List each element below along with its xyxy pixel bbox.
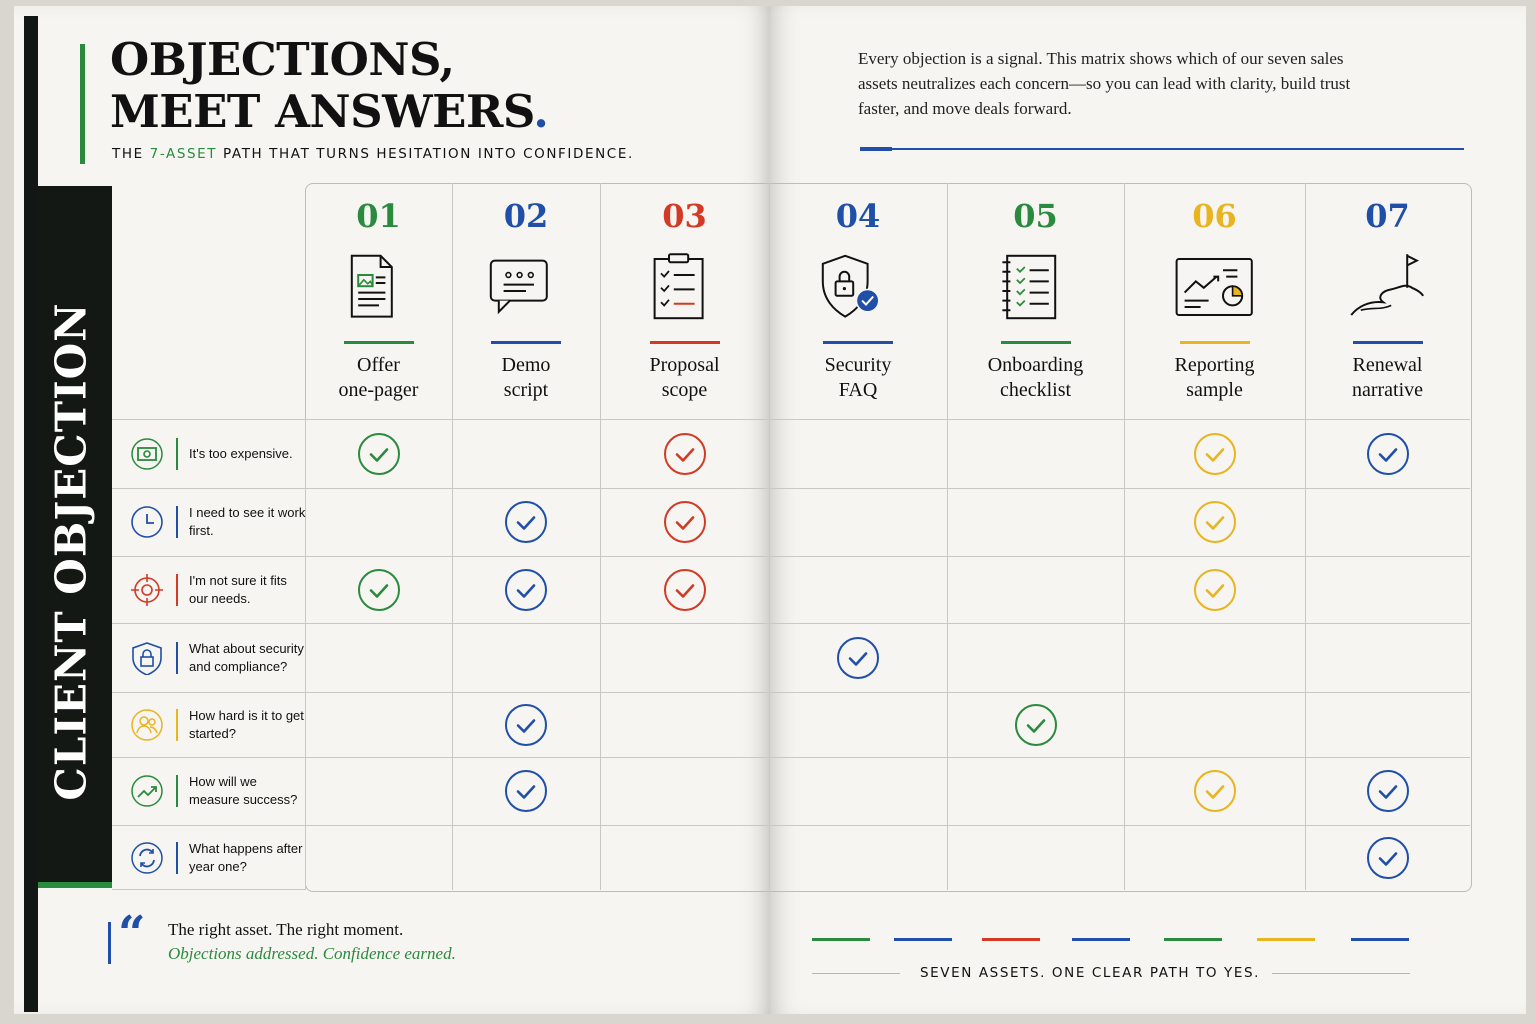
refresh-icon [130, 841, 164, 875]
legend-bar-07 [1351, 938, 1409, 941]
page-title [110, 34, 548, 138]
asset-underline [344, 341, 414, 344]
legend-bar-02 [894, 938, 952, 941]
subtitle-highlight: 7-ASSET [149, 146, 218, 162]
intro-text: Every objection is a signal. This matrix shows which of our seven sales assets neutralizes each concern—so you can lead with clarity, build trust faster, and move deals forward. [858, 49, 1351, 118]
quote-line-1: The right asset. The right moment. [168, 920, 404, 939]
check-icon [504, 568, 548, 612]
document-icon [339, 243, 419, 331]
objection-separator [176, 842, 178, 874]
asset-label-line-2: one-pager [338, 379, 419, 401]
chat-bubble-icon [486, 243, 566, 331]
check-icon [663, 432, 707, 476]
title-accent-bar [80, 44, 85, 164]
asset-label-line-1: Demo [501, 354, 551, 376]
clipboard-icon [645, 243, 725, 331]
objection-separator [176, 775, 178, 807]
asset-label [309, 353, 449, 403]
check-icon [1014, 703, 1058, 747]
check-icon [836, 636, 880, 680]
legend-bar-04 [1072, 938, 1130, 941]
row-divider [112, 757, 1470, 758]
asset-label-line-1: Proposal [649, 354, 720, 376]
objection-text: What happens after year one? [189, 840, 303, 874]
objection-text: I need to see it work first. [189, 505, 306, 538]
asset-label-line-1: Reporting [1174, 354, 1255, 376]
asset-label-line-2: narrative [1351, 379, 1424, 401]
checklist-icon [996, 243, 1076, 331]
objection-text: What about security and compliance? [189, 640, 304, 674]
asset-header-04[interactable] [788, 183, 928, 419]
check-icon [1193, 432, 1237, 476]
row-divider [112, 488, 1470, 489]
legend-bar-05 [1164, 938, 1222, 941]
legend-bar-03 [982, 938, 1040, 941]
check-icon [504, 769, 548, 813]
column-divider [1305, 183, 1306, 890]
asset-number: 02 [503, 197, 549, 235]
subtitle-pre: THE [112, 146, 150, 162]
side-label: CLIENT OBJECTION [46, 302, 96, 801]
objection-text: How hard is it to get started? [189, 707, 304, 741]
dashboard-icon [1175, 243, 1255, 331]
intro-rule [860, 148, 1464, 150]
check-icon [1193, 500, 1237, 544]
check-icon [1366, 836, 1410, 880]
shield-lock-icon [818, 243, 898, 331]
column-divider [947, 183, 948, 890]
mountain-flag-icon [1348, 243, 1428, 331]
row-divider [112, 623, 1470, 624]
column-divider [600, 183, 601, 890]
check-icon [1366, 432, 1410, 476]
asset-underline [1353, 341, 1423, 344]
check-icon [504, 703, 548, 747]
clock-icon [130, 505, 164, 539]
asset-underline [1001, 341, 1071, 344]
lock-shield-icon [130, 641, 164, 675]
asset-label-line-2: FAQ [838, 379, 878, 401]
matrix-bottom-line [112, 889, 306, 890]
objection-separator [176, 709, 178, 741]
asset-label-line-1: Security [824, 354, 892, 376]
page-subtitle [112, 146, 634, 162]
asset-label-line-1: Offer [357, 354, 400, 376]
asset-label [788, 353, 928, 403]
intro-rule-accent [860, 147, 892, 151]
asset-label-line-2: sample [1186, 379, 1243, 401]
asset-number: 05 [1013, 197, 1058, 235]
row-divider [112, 692, 1470, 693]
asset-number: 06 [1192, 197, 1237, 235]
check-icon [1193, 568, 1237, 612]
asset-header-03[interactable] [615, 183, 755, 419]
objection-text: It's too expensive. [189, 445, 293, 461]
target-icon [130, 573, 164, 607]
quote-bar [108, 922, 111, 964]
objection-separator [176, 506, 178, 538]
title-line-2-text: MEET ANSWERS [110, 85, 534, 138]
asset-number: 07 [1365, 197, 1410, 235]
footer-rule-right [1272, 973, 1410, 974]
asset-number: 03 [662, 197, 707, 235]
asset-label-line-2: scope [661, 379, 708, 401]
column-divider [452, 183, 453, 890]
objection-matrix [112, 183, 1470, 890]
asset-underline [491, 341, 561, 344]
asset-label [615, 353, 755, 403]
asset-underline [1180, 341, 1250, 344]
objection-text: I'm not sure it fits our needs. [189, 572, 287, 606]
title-line-1: OBJECTIONS, [110, 33, 455, 86]
row-divider [112, 825, 1470, 826]
check-icon [1193, 769, 1237, 813]
asset-number: 01 [356, 197, 401, 235]
side-panel-accent [38, 882, 112, 888]
column-divider [769, 183, 770, 890]
asset-label [456, 353, 596, 403]
footer-tagline: SEVEN ASSETS. ONE CLEAR PATH TO YES. [919, 965, 1261, 981]
asset-number: 04 [835, 197, 881, 235]
check-icon [504, 500, 548, 544]
money-icon [130, 437, 164, 471]
row-divider [112, 556, 1470, 557]
legend-bar-06 [1257, 938, 1315, 941]
asset-header-06[interactable] [1145, 183, 1285, 419]
check-icon [357, 568, 401, 612]
asset-label-line-1: Onboarding [987, 354, 1084, 376]
footer-rule-left [812, 973, 900, 974]
objection-separator [176, 438, 178, 470]
objection-separator [176, 574, 178, 606]
asset-header-02[interactable] [456, 183, 596, 419]
trend-icon [130, 774, 164, 808]
asset-label-line-2: script [503, 379, 549, 401]
legend-bar-01 [812, 938, 870, 941]
title-line-2 [110, 86, 548, 138]
subtitle-post: PATH THAT TURNS HESITATION INTO CONFIDENCE. [217, 146, 634, 162]
asset-underline [823, 341, 893, 344]
row-divider [112, 419, 1470, 420]
quote-mark-icon: “ [118, 906, 146, 962]
asset-label [1145, 353, 1285, 403]
asset-label [1318, 353, 1458, 403]
objection-text: How will we measure success? [189, 774, 298, 807]
people-icon [130, 708, 164, 742]
check-icon [357, 432, 401, 476]
check-icon [663, 500, 707, 544]
quote-line-2: Objections addressed. Confidence earned. [168, 944, 456, 963]
objection-separator [176, 642, 178, 674]
asset-label [966, 353, 1106, 403]
asset-header-05[interactable] [966, 183, 1106, 419]
spine-strip [24, 16, 38, 1012]
asset-label-line-2: checklist [999, 379, 1072, 401]
check-icon [663, 568, 707, 612]
asset-underline [650, 341, 720, 344]
title-dot: . [533, 85, 549, 138]
asset-header-07[interactable] [1318, 183, 1458, 419]
check-icon [1366, 769, 1410, 813]
column-divider [1124, 183, 1125, 890]
asset-header-01[interactable] [309, 183, 449, 419]
asset-label-line-1: Renewal [1352, 354, 1423, 376]
